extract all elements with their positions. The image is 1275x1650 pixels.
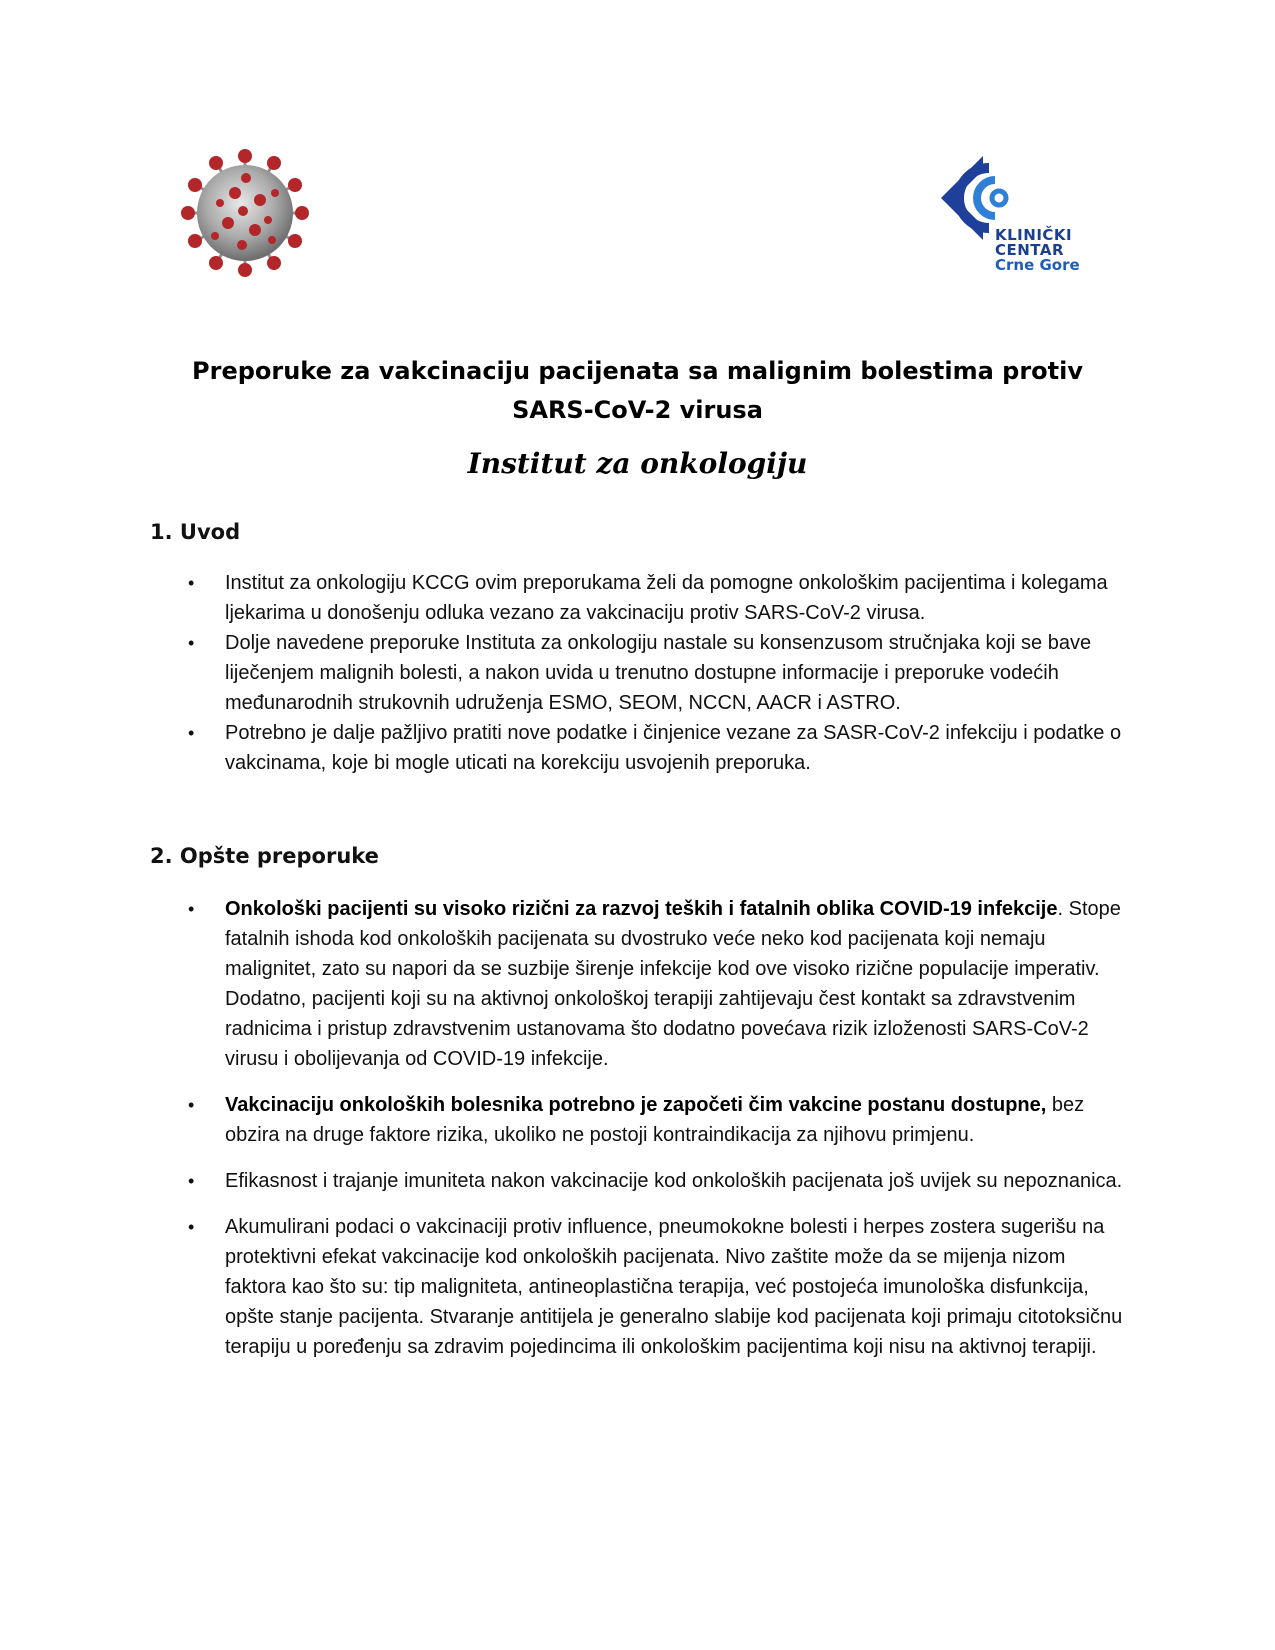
bullet-icon: •: [188, 1217, 195, 1237]
kccg-line-2: CENTAR: [995, 241, 1065, 259]
bullet-icon: •: [188, 633, 195, 653]
document-subtitle: Institut za onkologiju: [467, 447, 808, 480]
document-title-line-1: Preporuke za vakcinaciju pacijenata sa malignim bolestima protiv: [192, 357, 1083, 385]
bullet-icon: •: [188, 1171, 195, 1191]
list-item-bold-text: Vakcinaciju onkoloških bolesnika potrebno je započeti čim vakcine postanu dostupne,: [225, 1094, 1047, 1116]
kccg-logo: [935, 150, 1095, 280]
list-item-text: bez obzira na druge faktore rizika, ukoliko ne postoji kontraindikacija za njihovu primjenu.: [225, 1094, 1085, 1146]
list-item: [150, 718, 1130, 778]
coronavirus-icon: [180, 148, 310, 278]
kccg-line-1: KLINIČKI: [995, 226, 1073, 244]
list-item-text: Efikasnost i trajanje imuniteta nakon vakcinacije kod onkoloških pacijenata još uvijek su nepoznanica.: [225, 1170, 1123, 1192]
list-item: [150, 1090, 1130, 1150]
bullet-icon: •: [188, 1095, 195, 1115]
section-heading: 2. Opšte preporuke: [150, 844, 379, 868]
list-item: [150, 1212, 1130, 1362]
list-item: [150, 628, 1130, 718]
list-item: [150, 568, 1130, 628]
bullet-icon: •: [188, 899, 195, 919]
kccg-logo-text: [995, 228, 1105, 273]
bullet-icon: •: [188, 573, 195, 593]
list-item-text: Akumulirani podaci o vakcinaciji protiv influence, pneumokokne bolesti i herpes zostera sugerišu na protektivni efekat vakcinacije kod onkoloških pacijenata. Nivo zaštite može da se mijenja nizom faktora kao što su: tip maligniteta, antineoplastična terapija, već postojeća imunološka disfunkcija, opšte stanje pacijenta. Stvaranje antitijela je generalno slabije kod pacijenata koji primaju citotoksičnu terapiju u poređenju sa zdravim pojedincima ili onkološkim pacijentima koji nisu na aktivnoj terapiji.: [225, 1216, 1123, 1358]
list-item-text: Institut za onkologiju KCCG ovim preporukama želi da pomogne onkološkim pacijentima i kolegama ljekarima u donošenju odluka vezano za vakcinaciju protiv SARS-CoV-2 virusa.: [225, 572, 1108, 624]
section-heading: 1. Uvod: [150, 520, 241, 544]
list-item-bold-text: Onkološki pacijenti su visoko rizični za razvoj teških i fatalnih oblika COVID-19 infekcije: [225, 898, 1058, 920]
bullet-list: [150, 894, 1130, 1362]
list-item-text: . Stope fatalnih ishoda kod onkoloških pacijenata su dvostruko veće neko kod pacijenata koji nemaju malignitet, zato su napori da se suzbije širenje infekcije kod ove visoko rizične populacije imperativ. Dodatno, pacijenti koji su na aktivnoj onkološkoj terapiji zahtijevaju čest kontakt sa zdravstvenim radnicima i pristup zdravstvenim ustanovama što dodatno povećava rizik izloženosti SARS-CoV-2 virusu i obolijevanja od COVID-19 infekcije.: [225, 898, 1121, 1070]
section-uvod: [150, 518, 1130, 778]
section-opste-preporuke: [150, 842, 1130, 1378]
document-title-line-2: SARS-CoV-2 virusa: [512, 396, 763, 424]
list-item: [150, 1166, 1130, 1196]
list-item-text: Potrebno je dalje pažljivo pratiti nove podatke i činjenice vezane za SASR-CoV-2 infekciju i podatke o vakcinama, koje bi mogle uticati na korekciju usvojenih preporuka.: [225, 722, 1122, 774]
bullet-icon: •: [188, 723, 195, 743]
title-block: [0, 352, 1275, 484]
bullet-list: [150, 568, 1130, 778]
list-item-text: Dolje navedene preporuke Instituta za onkologiju nastale su konsenzusom stručnjaka koji se bave liječenjem malignih bolesti, a nakon uvida u trenutno dostupne informacije i preporuke vodećih međunarodnih strukovnih udruženja ESMO, SEOM, NCCN, AACR i ASTRO.: [225, 632, 1092, 714]
document-title: [0, 352, 1275, 430]
page-header: [0, 0, 1275, 300]
kccg-line-3: Crne Gore: [995, 256, 1080, 274]
list-item: [150, 894, 1130, 1074]
